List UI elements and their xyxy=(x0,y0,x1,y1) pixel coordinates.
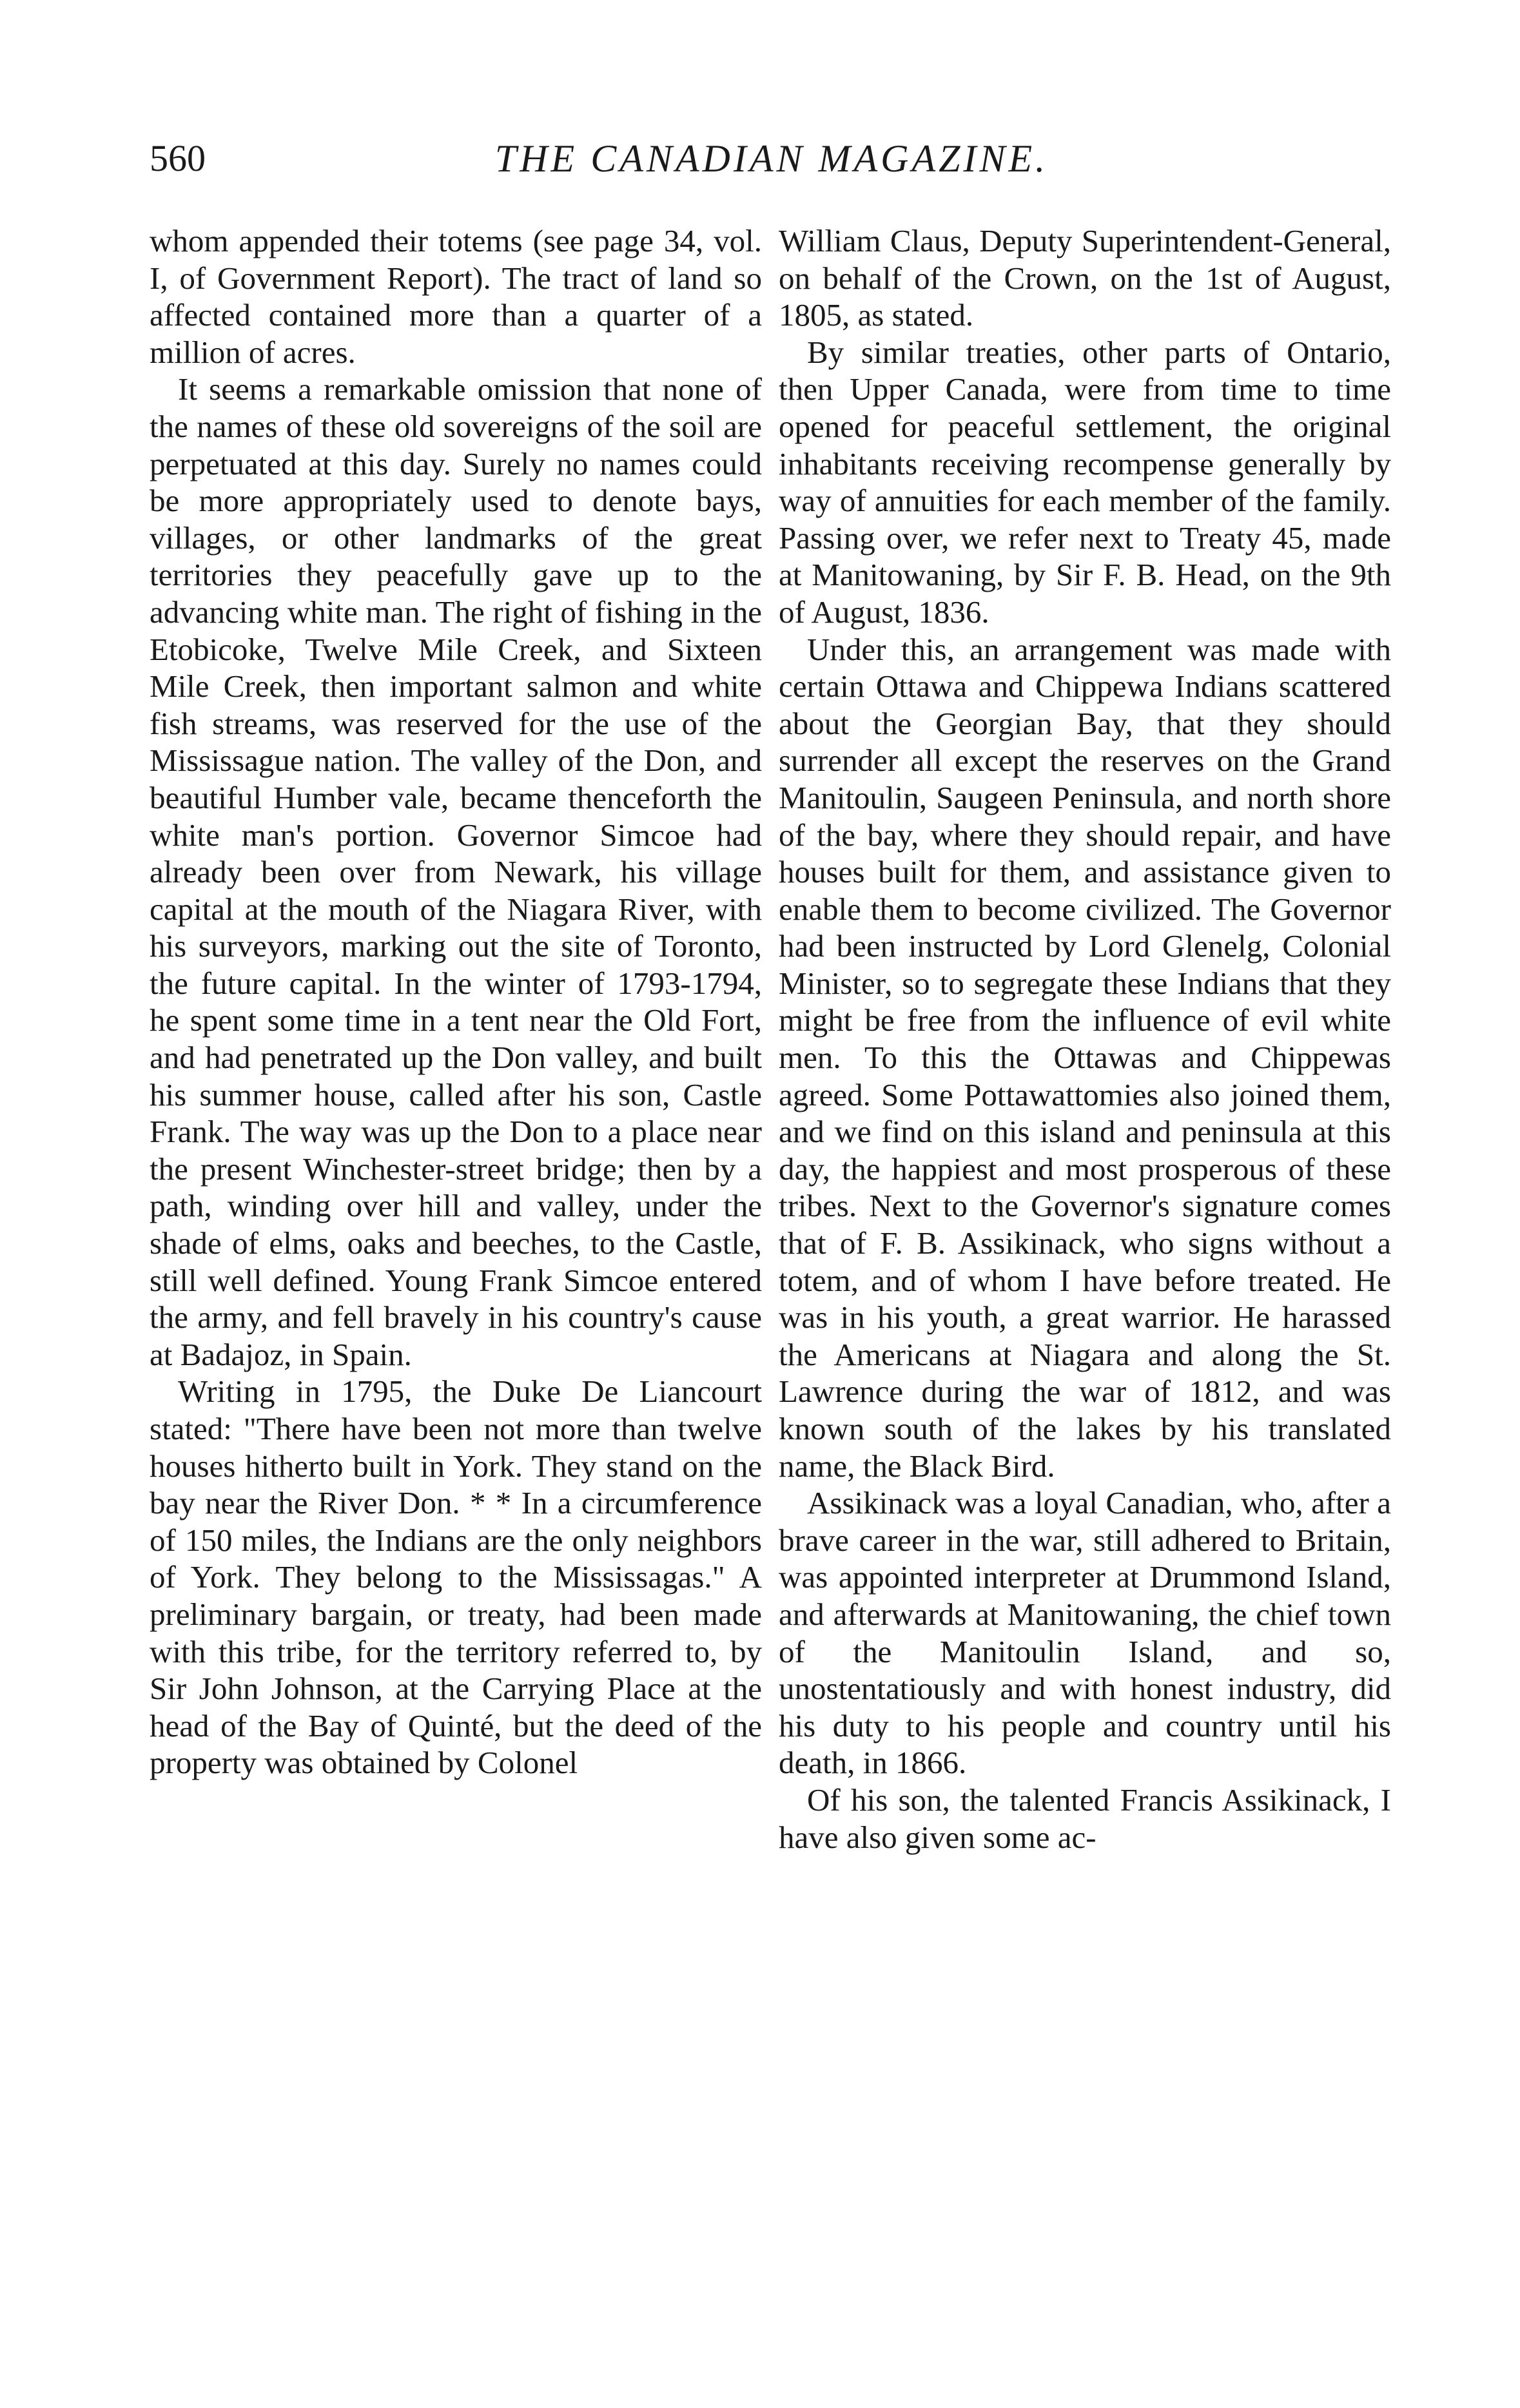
page-header xyxy=(150,133,1394,184)
paragraph: Of his son, the talented Francis Assikinack, I have also given some ac- xyxy=(779,1782,1391,1855)
paragraph: Under this, an arrangement was made with certain Ottawa and Chippewa Indians scattered about the Georgian Bay, that they should surrender all except the reserves on the Grand Manitoulin, Saugeen Peninsula, and north shore of the bay, where they should repair, and have houses built for them, and assistance given to enable them to become civilized. The Governor had been instructed by Lord Glenelg, Colonial Minister, so to segregate these Indians that they might be free from the influence of evil white men. To this the Ottawas and Chippewas agreed. Some Pottawattomies also joined them, and we find on this island and peninsula at this day, the happiest and most prosperous of these tribes. Next to the Governor's signature comes that of F. B. Assikinack, who signs without a totem, and of whom I have before treated. He was in his youth, a great warrior. He harassed the Americans at Niagara and along the St. Lawrence during the war of 1812, and was known south of the lakes by his translated name, the Black Bird. xyxy=(779,631,1391,1484)
paragraph: By similar treaties, other parts of Ontario, then Upper Canada, were from time to time opened for peaceful settlement, the original inhabitants receiving recompense generally by way of annuities for each member of the family. Passing over, we refer next to Treaty 45, made at Manitowaning, by Sir F. B. Head, on the 9th of August, 1836. xyxy=(779,334,1391,630)
paragraph: Assikinack was a loyal Canadian, who, after a brave career in the war, still adhered to Britain, was appointed interpreter at Drummond Island, and afterwards at Manitowaning, the chief town of the Manitoulin Island, and so, unostentatiously and with honest industry, did his duty to his people and country until his death, in 1866. xyxy=(779,1485,1391,1781)
right-column xyxy=(779,222,1391,2195)
paragraph: whom appended their totems (see page 34, vol. I, of Government Report). The tract of land so affected contained more than a quarter of a million of acres. xyxy=(150,223,762,370)
paragraph: Writing in 1795, the Duke De Liancourt stated: "There have been not more than twelve houses hitherto built in York. They stand on the bay near the River Don. * * In a circumference of 150 miles, the Indians are the only neighbors of York. They belong to the Mississagas." A preliminary bargain, or treaty, had been made with this tribe, for the territory referred to, by Sir John Johnson, at the Carrying Place at the head of the Bay of Quinté, but the deed of the property was obtained by Colonel xyxy=(150,1374,762,1781)
left-column xyxy=(150,222,762,2195)
page-number: 560 xyxy=(150,137,206,179)
running-title: THE CANADIAN MAGAZINE. xyxy=(494,137,1049,180)
paragraph: It seems a remarkable omission that none of the names of these old sovereigns of the soil are perpetuated at this day. Surely no names could be more appropriately used to denote bays, villages, or other landmarks of the great territories they peacefully gave up to the advancing white man. The right of fishing in the Etobicoke, Twelve Mile Creek, and Sixteen Mile Creek, then important salmon and white fish streams, was reserved for the use of the Mississague nation. The valley of the Don, and beautiful Humber vale, became thenceforth the white man's portion. Governor Simcoe had already been over from Newark, his village capital at the mouth of the Niagara River, with his surveyors, marking out the site of Toronto, the future capital. In the winter of 1793-1794, he spent some time in a tent near the Old Fort, and had penetrated up the Don valley, and built his summer house, called after his son, Castle Frank. The way was up the Don to a place near the present Winchester-street bridge; then by a path, winding over hill and valley, under the shade of elms, oaks and beeches, to the Castle, still well defined. Young Frank Simcoe entered the army, and fell bravely in his country's cause at Badajoz, in Spain. xyxy=(150,371,762,1372)
paragraph: William Claus, Deputy Superintendent-General, on behalf of the Crown, on the 1st of August, 1805, as stated. xyxy=(779,223,1391,333)
